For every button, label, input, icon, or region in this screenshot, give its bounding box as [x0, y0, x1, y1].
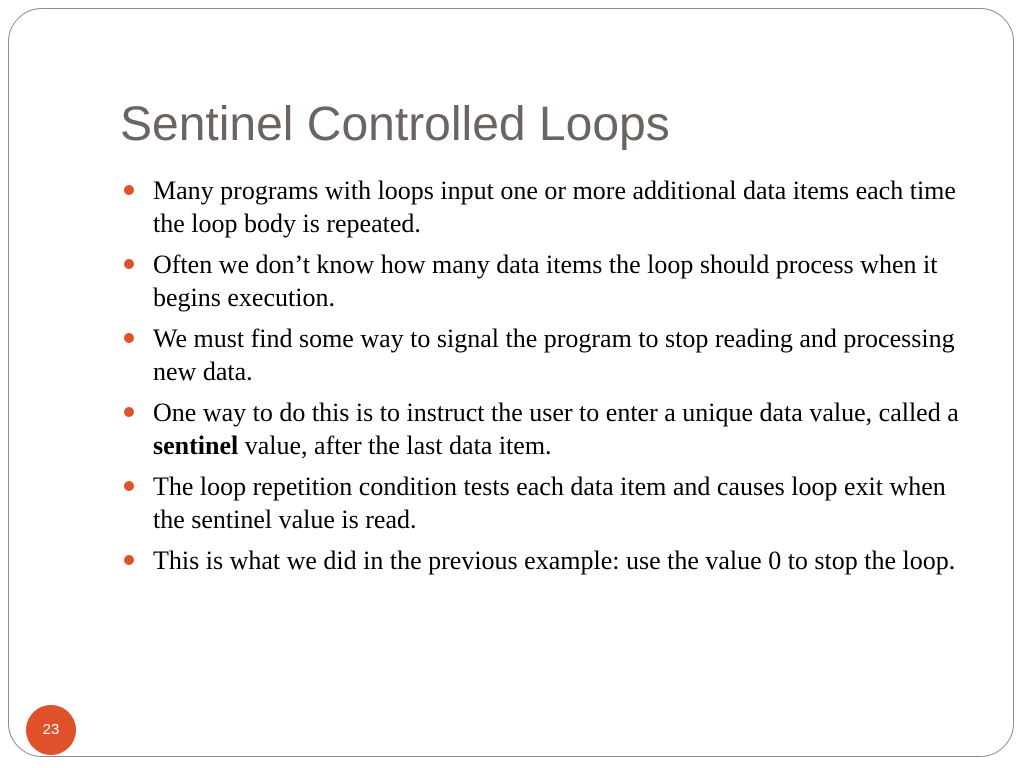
bullet-item: [121, 248, 971, 314]
bullet-text-after: value, after the last data item.: [238, 431, 552, 460]
bullet-item: [121, 174, 971, 240]
bullet-text-before: One way to do this is to instruct the user to enter a unique data value, called a: [153, 398, 959, 427]
bullet-text: The loop repetition condition tests each data item and causes loop exit when the sentinel value is read.: [153, 472, 946, 534]
bullet-text: This is what we did in the previous example: use the value 0 to stop the loop.: [153, 546, 956, 575]
bullet-text: We must find some way to signal the program to stop reading and processing new data.: [153, 324, 955, 386]
page-number-badge: 23: [26, 705, 76, 755]
bullet-dot-icon: [124, 185, 134, 195]
bullet-dot-icon: [124, 259, 134, 269]
bullet-list: [121, 174, 971, 585]
bullet-text: Many programs with loops input one or more additional data items each time the loop body is repeated.: [153, 176, 956, 238]
bullet-item: [121, 544, 971, 577]
slide-title: Sentinel Controlled Loops: [120, 98, 670, 151]
bullet-text: Often we don’t know how many data items the loop should process when it begins execution.: [153, 250, 938, 312]
bullet-item: [121, 322, 971, 388]
bullet-dot-icon: [124, 481, 134, 491]
bullet-dot-icon: [124, 333, 134, 343]
bullet-dot-icon: [124, 555, 134, 565]
sentinel-term: sentinel: [153, 431, 239, 460]
slide-frame: [8, 8, 1014, 757]
bullet-item: [121, 396, 971, 462]
bullet-item: [121, 470, 971, 536]
bullet-dot-icon: [124, 407, 134, 417]
